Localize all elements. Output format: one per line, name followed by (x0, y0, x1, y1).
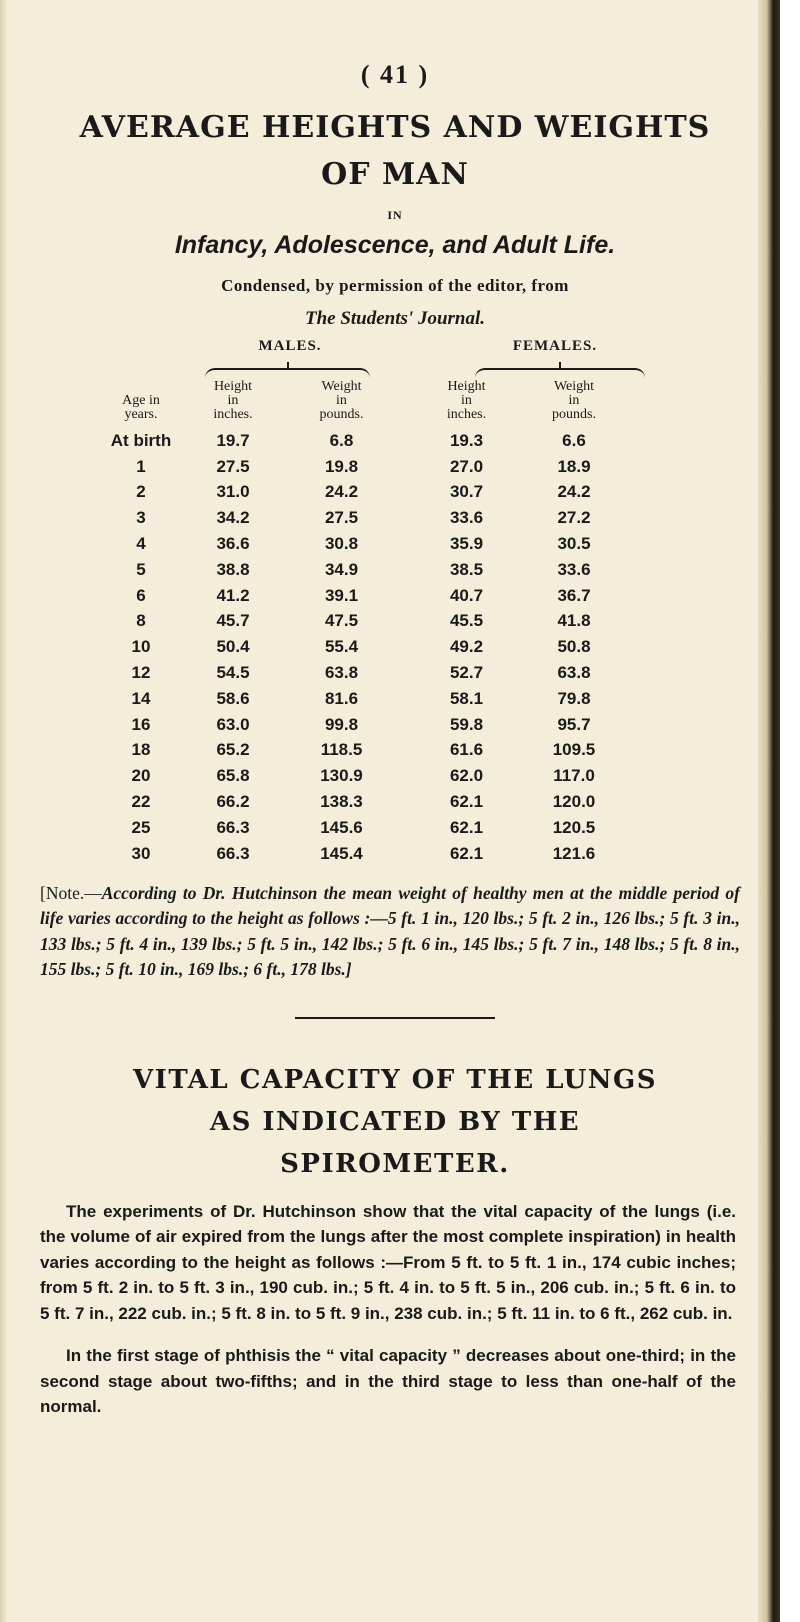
table-row (95, 609, 619, 635)
table-row (95, 738, 619, 764)
table-row (95, 531, 619, 557)
cell-female-weight: 120.0 (552, 792, 596, 812)
cell-female-weight: 79.8 (557, 688, 591, 708)
cell-female-height: 30.7 (449, 482, 484, 502)
cell-female-height: 33.6 (449, 508, 484, 528)
cell-female-weight: 24.2 (557, 482, 591, 502)
cell-male-weight: 55.4 (324, 637, 359, 657)
page-number: ( 41 ) (360, 60, 430, 89)
cell-male-height: 66.3 (216, 817, 250, 837)
cell-female-weight: 121.6 (552, 843, 596, 863)
table-row (95, 789, 619, 815)
cell-female-weight: 50.8 (557, 637, 591, 657)
cell-male-height: 65.2 (216, 740, 250, 760)
cell-female-height: 19.3 (449, 430, 484, 450)
table-row (95, 480, 619, 506)
cell-age: 1 (136, 456, 146, 476)
cell-age: 12 (131, 663, 151, 683)
note-text: According to Dr. Hutchinson the mean weight of healthy men at the middle period of life varies according to the height as follows :—5 ft. 1 in., 120 lbs.; 5 ft. 2 in., 126 lbs.; 5 ft. 3 in., 133 lbs.; 5 ft. 4 in., 139 lbs.; 5 ft. 5 in., 142 lbs.; 5 ft. 6 in., 145 lbs.; 5 ft. 7 in., 148 lbs.; 5 ft. 8 in., 155 lbs.; 5 ft. 10 in., 169 lbs.; 6 ft., 178 lbs.] (40, 882, 740, 980)
cell-female-weight: 36.7 (557, 585, 591, 605)
cell-female-weight: 41.8 (557, 611, 591, 631)
cell-male-height: 66.3 (216, 843, 250, 863)
cell-age: 22 (131, 792, 151, 812)
cell-age: At birth (110, 430, 172, 450)
cell-male-weight: 63.8 (324, 663, 359, 683)
cell-female-height: 49.2 (449, 637, 484, 657)
cell-age: 4 (136, 534, 146, 554)
cell-male-height: 58.6 (216, 688, 250, 708)
table-row (95, 815, 619, 841)
table-row (95, 634, 619, 660)
section2-heading-line-2: AS INDICATED BY THE (209, 1106, 581, 1137)
table-row (95, 712, 619, 738)
cell-male-height: 65.8 (216, 766, 250, 786)
group-label-males: MALES. (258, 338, 322, 354)
cell-age: 14 (131, 688, 151, 708)
cell-male-height: 36.6 (216, 534, 250, 554)
subtitle: Infancy, Adolescence, and Adult Life. (174, 231, 616, 259)
cell-age: 8 (136, 611, 146, 631)
cell-female-weight: 30.5 (557, 534, 591, 554)
cell-female-height: 35.9 (449, 534, 484, 554)
header-male-weight: Weight in pounds. (319, 379, 364, 422)
brace-tick-females (559, 362, 561, 370)
brace-males (205, 368, 370, 382)
cell-male-weight: 99.8 (324, 714, 359, 734)
cell-male-height: 19.7 (216, 430, 250, 450)
table-row (95, 841, 619, 867)
cell-male-weight: 130.9 (320, 766, 363, 786)
header-female-weight: Weight in pounds. (552, 379, 596, 422)
source-line: The Students' Journal. (304, 308, 486, 329)
table-row (95, 428, 619, 454)
page-left-edge (0, 0, 8, 1622)
cell-male-weight: 34.9 (324, 559, 359, 579)
brace-females (475, 368, 645, 382)
cell-female-height: 27.0 (449, 456, 484, 476)
cell-male-weight: 81.6 (324, 688, 359, 708)
table-row (95, 505, 619, 531)
cell-female-height: 62.1 (449, 792, 484, 812)
cell-male-height: 66.2 (216, 792, 250, 812)
cell-female-height: 40.7 (449, 585, 484, 605)
cell-male-height: 54.5 (216, 663, 250, 683)
heights-weights-table (95, 380, 619, 867)
cell-male-height: 27.5 (216, 456, 250, 476)
note-paragraph (40, 881, 740, 983)
cell-female-height: 62.1 (449, 843, 484, 863)
cell-female-weight: 109.5 (552, 740, 596, 760)
cell-female-height: 62.0 (449, 766, 484, 786)
table-row (95, 583, 619, 609)
table-row (95, 557, 619, 583)
cell-female-weight: 117.0 (553, 766, 595, 786)
cell-age: 25 (131, 817, 151, 837)
cell-female-weight: 63.8 (557, 663, 591, 683)
brace-tick-males (287, 362, 289, 370)
cell-age: 5 (136, 559, 146, 579)
cell-female-height: 59.8 (449, 714, 484, 734)
title-line-2: OF MAN (321, 157, 469, 192)
condensed-line: Condensed, by permission of the editor, from (221, 276, 569, 295)
cell-age: 3 (136, 508, 146, 528)
cell-age: 10 (131, 637, 151, 657)
section2-paragraph-1: The experiments of Dr. Hutchinson show that the vital capacity of the lungs (i.e. the volume of air expired from the lungs after the most complete inspiration) in health varies according to the height as follows :—From 5 ft. to 5 ft. 1 in., 174 cubic inches; from 5 ft. 2 in. to 5 ft. 3 in., 190 cub. in.; 5 ft. 4 in. to 5 ft. 5 in., 206 cub. in.; 5 ft. 6 in. to 5 ft. 7 in., 222 cub. in.; 5 ft. 8 in. to 5 ft. 9 in., 238 cub. in.; 5 ft. 11 in. to 6 ft., 262 cub. in. (40, 1201, 736, 1323)
section2-heading-line-1: VITAL CAPACITY OF THE LUNGS (132, 1064, 657, 1095)
cell-female-height: 45.5 (449, 611, 484, 631)
cell-female-height: 62.1 (449, 817, 484, 837)
title-in: IN (387, 208, 403, 222)
cell-male-height: 34.2 (216, 508, 250, 528)
section2-heading-line-3: SPIROMETER. (280, 1148, 510, 1179)
cell-male-weight: 6.8 (329, 430, 354, 450)
section2-paragraph-2: In the first stage of phthisis the “ vital capacity ” decreases about one-third; in the second stage about two-fifths; and in the third stage to less than one-half of the normal. (40, 1346, 736, 1417)
page-right-edge (758, 0, 780, 1622)
cell-male-weight: 19.8 (324, 456, 359, 476)
cell-female-height: 61.6 (449, 740, 484, 760)
cell-female-weight: 6.6 (562, 430, 586, 450)
cell-male-height: 41.2 (216, 585, 250, 605)
cell-age: 30 (131, 843, 151, 863)
cell-female-weight: 33.6 (557, 559, 591, 579)
table-row (95, 763, 619, 789)
cell-female-height: 38.5 (449, 559, 484, 579)
title-line-1: AVERAGE HEIGHTS AND WEIGHTS (79, 110, 711, 145)
header-male-height: Height in inches. (213, 379, 253, 422)
table-body (95, 428, 619, 867)
cell-male-weight: 27.5 (324, 508, 359, 528)
cell-female-height: 58.1 (449, 688, 484, 708)
table-row (95, 660, 619, 686)
cell-male-height: 50.4 (216, 637, 250, 657)
note-prefix: [Note.— (40, 882, 102, 903)
cell-age: 2 (136, 482, 146, 502)
cell-age: 6 (136, 585, 146, 605)
cell-male-weight: 30.8 (324, 534, 359, 554)
cell-female-weight: 18.9 (557, 456, 591, 476)
cell-male-weight: 24.2 (324, 482, 359, 502)
cell-female-weight: 27.2 (557, 508, 591, 528)
cell-male-height: 31.0 (216, 482, 250, 502)
cell-age: 16 (131, 714, 151, 734)
section-divider (295, 1017, 495, 1019)
cell-male-height: 38.8 (216, 559, 250, 579)
cell-male-weight: 138.3 (320, 792, 363, 812)
header-age: Age in years. (122, 393, 160, 422)
cell-male-weight: 118.5 (320, 740, 363, 760)
group-label-females: FEMALES. (512, 338, 598, 354)
table-row (95, 454, 619, 480)
cell-female-weight: 95.7 (557, 714, 591, 734)
cell-male-height: 63.0 (216, 714, 250, 734)
table-row (95, 686, 619, 712)
cell-age: 20 (131, 766, 151, 786)
cell-male-weight: 145.4 (320, 843, 363, 863)
cell-female-height: 52.7 (449, 663, 484, 683)
cell-female-weight: 120.5 (552, 817, 596, 837)
cell-age: 18 (131, 740, 151, 760)
header-female-height: Height in inches. (446, 379, 487, 422)
cell-male-weight: 47.5 (324, 611, 359, 631)
cell-male-weight: 39.1 (324, 585, 359, 605)
cell-male-height: 45.7 (216, 611, 250, 631)
table-group-headers (40, 338, 750, 404)
cell-male-weight: 145.6 (320, 817, 363, 837)
